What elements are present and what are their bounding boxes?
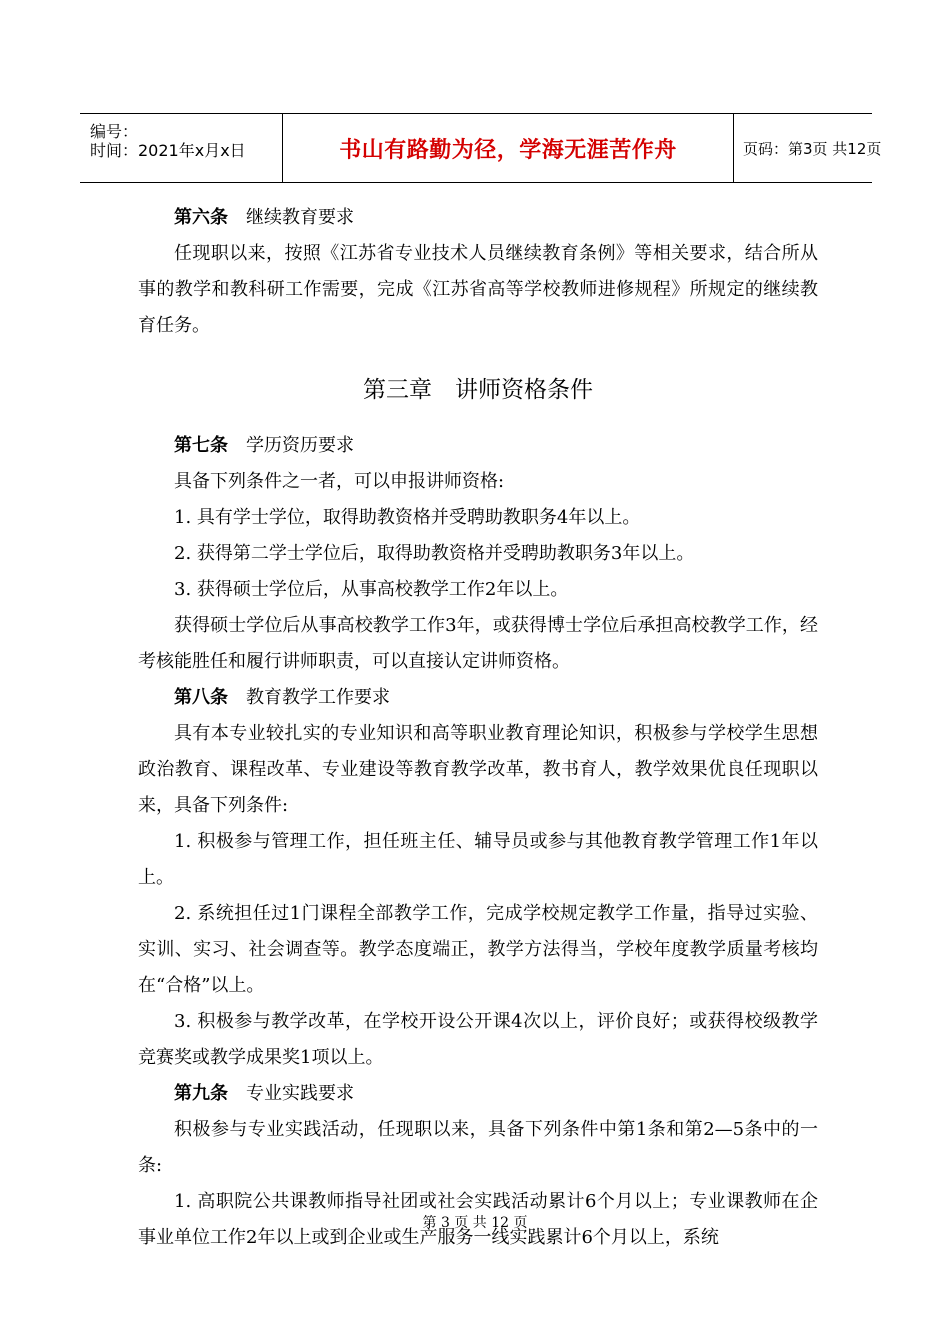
list-item: 1. 高职院公共课教师指导社团或社会实践活动累计6个月以上；专业课教师在企事业单位工作2年以上或到企业或生产服务一线实践累计6个月以上，系统 [138, 1191, 818, 1248]
article-title: 学历资历要求 [246, 435, 354, 456]
serial-label: 编号： [90, 122, 139, 141]
article-6-heading [138, 200, 818, 236]
article-8-heading [138, 680, 818, 716]
document-body [138, 200, 818, 1256]
list-item: 3. 获得硕士学位后，从事高校教学工作2年以上。 [174, 579, 569, 600]
header-page-info: 页码：第3页 共12页 [743, 139, 882, 158]
paragraph: 具备下列条件之一者，可以申报讲师资格: [174, 471, 505, 492]
article-number: 第七条 [174, 435, 228, 456]
header-motto-cell [282, 114, 734, 182]
list-item: 1. 积极参与管理工作，担任班主任、辅导员或参与其他教育教学管理工作1年以上。 [138, 831, 818, 888]
article-number: 第六条 [174, 207, 228, 228]
chapter-heading: 第三章 讲师资格条件 [363, 377, 593, 403]
article-number: 第八条 [174, 687, 228, 708]
article-9-heading [138, 1076, 818, 1112]
paragraph: 积极参与专业实践活动，任现职以来，具备下列条件中第1条和第2—5条中的一条: [138, 1119, 818, 1176]
article-number: 第九条 [174, 1083, 228, 1104]
article-title: 教育教学工作要求 [246, 687, 390, 708]
list-item: 3. 积极参与教学改革，在学校开设公开课4次以上，评价良好；或获得校级教学竞赛奖或教学成果奖1项以上。 [138, 1011, 818, 1068]
paragraph: 获得硕士学位后从事高校教学工作3年，或获得博士学位后承担高校教学工作，经考核能胜任和履行讲师职责，可以直接认定讲师资格。 [138, 615, 818, 672]
time-label: 时间：2021年x月x日 [90, 141, 246, 160]
article-title: 专业实践要求 [246, 1083, 354, 1104]
list-item: 2. 获得第二学士学位后，取得助教资格并受聘助教职务3年以上。 [174, 543, 695, 564]
page-header [80, 113, 882, 183]
header-motto: 书山有路勤为径，学海无涯苦作舟 [339, 137, 677, 163]
list-item: 1. 具有学士学位，取得助教资格并受聘助教职务4年以上。 [174, 507, 641, 528]
paragraph: 任现职以来，按照《江苏省专业技术人员继续教育条例》等相关要求，结合所从事的教学和教科研工作需要，完成《江苏省高等学校教师进修规程》所规定的继续教育任务。 [138, 243, 818, 336]
page-footer: 第 3 页 共 12 页 [422, 1215, 528, 1231]
header-page-cell [733, 114, 882, 182]
header-meta [80, 114, 282, 182]
list-item: 2. 系统担任过1门课程全部教学工作，完成学校规定教学工作量，指导过实验、实训、实习、社会调查等。教学态度端正，教学方法得当，学校年度教学质量考核均在“合格”以上。 [138, 903, 818, 996]
article-7-heading [138, 428, 818, 464]
paragraph: 具有本专业较扎实的专业知识和高等职业教育理论知识，积极参与学校学生思想政治教育、课程改革、专业建设等教育教学改革，教书育人，教学效果优良任现职以来，具备下列条件: [138, 723, 818, 816]
article-title: 继续教育要求 [246, 207, 354, 228]
